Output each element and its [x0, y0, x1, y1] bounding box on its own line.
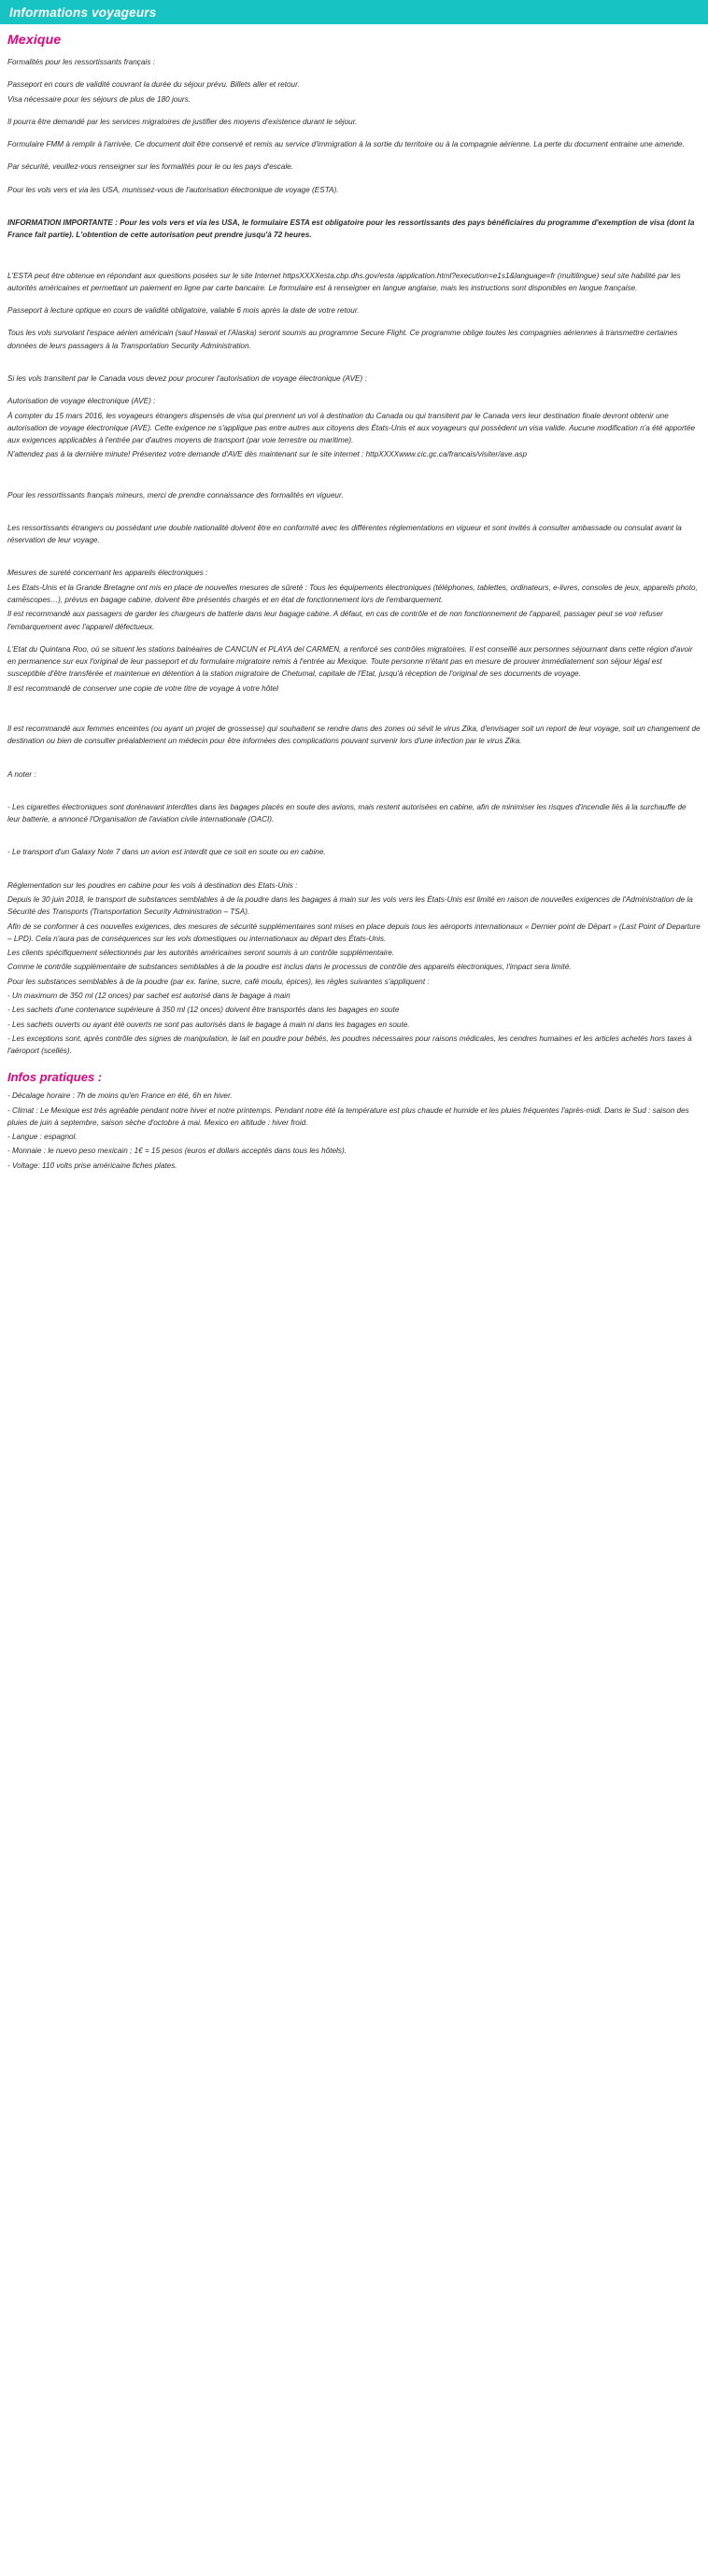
infos-pratiques-list: [7, 1090, 701, 1172]
document-paragraph: Pour les substances semblables à de la poudre (par ex. farine, sucre, café moulu, épices), les règles suivantes s'appliquent :: [7, 977, 430, 986]
infos-pratiques-item: - Décalage horaire : 7h de moins qu'en France en été, 6h en hiver.: [7, 1091, 233, 1101]
infos-pratiques-item: - Monnaie : le nuevo peso mexicain ; 1€ = 15 pesos (euros et dollars acceptés dans tous les hôtels).: [7, 1147, 347, 1156]
document-paragraph: L'ESTA peut être obtenue en répondant aux questions posées sur le site Internet httpsXXXXesta.cbp.dhs.gov/esta /application.html?execution=e1s1&language=fr (multilingue) seul site habilité par les autorités américaines et permettant un paiement en ligne par carte bancaire. Le formulaire est à renseigner en langue anglaise, mais les instructions sont disponibles en langue française.: [7, 271, 681, 292]
document-paragraph: - Les cigarettes électroniques sont dorénavant interdites dans les bagages placés en soute des avions, mais restent autorisées en cabine, afin de minimiser les risques d'incendie liés à la surchauffe de leur batterie, a annoncé l'Organisation de l'aviation civile internationale (OACI).: [7, 802, 687, 824]
document-paragraph: Depuis le 30 juin 2018, le transport de substances semblables à de la poudre dans les bagages à main sur les vols vers les États-Unis est limité en raison de nouvelles exigences de l'Administration de la Sécurité des Transports (Transportation Security Administration – TSA).: [7, 894, 693, 917]
document-paragraph: - Les sachets ouverts ou ayant été ouverts ne sont pas autorisés dans le bagage à main ni dans les bagages en soute.: [7, 1020, 410, 1029]
document-paragraph: Tous les vols survolant l'espace aérien américain (sauf Hawaii et l'Alaska) seront soumis au programme Secure Flight. Ce programme oblige toutes les compagnies aériennes à transmettre certaines données de leurs passagers à la Transportation Security Administration.: [7, 329, 678, 350]
document-paragraph: Passeport en cours de validité couvrant la durée du séjour prévu. Billets aller et retour.: [7, 80, 300, 90]
document-paragraph: Il est recommandé aux femmes enceintes (ou ayant un projet de grossesse) qui souhaitent se rendre dans des zones où sévit le virus Zika, d'envisager soit un report de leur voyage, soit un changement de destination ou bien de consulter préalablement un médecin pour être informées des complications pouvant survenir lors d'une infection par le virus Zika.: [7, 725, 701, 746]
document-paragraph: N'attendez pas à la dernière minute! Présentez votre demande d'AVE dès maintenant sur le site internet : httpXXXXwww.cic.gc.ca/francais/visiter/ave.asp: [7, 450, 528, 459]
document-paragraph: A noter :: [7, 769, 36, 779]
document-paragraph: Les Etats-Unis et la Grande Bretagne ont mis en place de nouvelles mesures de sûreté : Tous les équipements électroniques (téléphones, tablettes, ordinateurs, e-livres, consoles de jeux, appareils photo, caméscopes…), prévus en bagage cabine, doivent être présentés chargés et en état de fonctionnement lors de l'embarquement.: [7, 583, 698, 605]
document-paragraph: INFORMATION IMPORTANTE : Pour les vols vers et via les USA, le formulaire ESTA est obligatoire pour les ressortissants des pays bénéficiaires du programme d'exemption de visa (dont la France fait partie). L'obtention de cette autorisation peut prendre jusqu'à 72 heures.: [7, 218, 695, 240]
document-paragraph: - Les exceptions sont, après contrôle des signes de manipulation, le lait en poudre pour bébés, les poudres nécessaires pour raisons médicales, les cendres humaines et les articles achetés hors taxes à l'aéroport (scellés).: [7, 1034, 692, 1056]
document-paragraph: - Un maximum de 350 ml (12 onces) par sachet est autorisé dans le bagage à main: [7, 991, 290, 1000]
document-paragraph: Réglementation sur les poudres en cabine pour les vols à destination des Etats-Unis :: [7, 880, 298, 890]
infos-pratiques-item: - Voltage: 110 volts prise américaine fiches plates.: [7, 1161, 177, 1170]
document-paragraph: Passeport à lecture optique en cours de validité obligatoire, valable 6 mois après la date de votre retour.: [7, 306, 360, 316]
document-paragraph: Formalités pour les ressortissants français :: [7, 58, 155, 66]
document-paragraph: À compter du 15 mars 2016, les voyageurs étrangers dispensés de visa qui prennent un vol à destination du Canada ou qui transitent par le Canada vers leur destination finale devront obtenir une autorisation de voyage électronique (AVE). Cette exigence ne s'applique pas entre autres aux citoyens des États-Unis et aux voyageurs qui possèdent un visa valide. Aucune modification n'a été apportée aux exigences applicables à l'entrée par d'autres moyens de transport (par voie terrestre ou maritime).: [7, 411, 696, 445]
document-paragraph: Les clients spécifiquement sélectionnés par les autorités américaines seront soumis à un contrôle supplémentaire.: [7, 949, 395, 958]
document-paragraph: Pour les ressortissants français mineurs, merci de prendre connaissance des formalités en vigueur.: [7, 490, 344, 500]
document-paragraph: Afin de se conformer à ces nouvelles exigences, des mesures de sécurité supplémentaires sont mises en place depuis tous les aéroports internationaux « Dernier point de Départ » (Last Point of Departure – LPD). Cela n'aura pas de conséquences sur les vols domestiques ou internationaux au départ des États-Unis.: [7, 922, 701, 943]
document-paragraph: Les ressortissants étrangers ou possédant une double nationalité doivent être en conformité avec les différentes réglementations en vigueur et sont invités à consulter ambassade ou consulat avant la réservation de leur voyage.: [7, 523, 682, 545]
paragraph-list: [7, 56, 701, 1057]
document-paragraph: - Le transport d'un Galaxy Note 7 dans un avion est interdit que ce soit en soute ou en cabine.: [7, 848, 326, 857]
document-paragraph: Pour les vols vers et via les USA, munissez-vous de l'autorisation électronique de voyage (ESTA).: [7, 185, 339, 194]
travel-info-document: [0, 0, 708, 1183]
document-paragraph: Mesures de sureté concernant les appareils électroniques :: [7, 569, 208, 578]
document-paragraph: Autorisation de voyage électronique (AVE) :: [7, 397, 156, 406]
destination-title: Mexique: [7, 32, 62, 47]
page-title: Informations voyageurs: [9, 5, 157, 20]
document-paragraph: Par sécurité, veuillez-vous renseigner sur les formalités pour le ou les pays d'escale.: [7, 162, 294, 172]
document-paragraph: L'Etat du Quintana Roo, où se situent les stations balnéaires de CANCUN et PLAYA del CARMEN, a renforcé ses contrôles migratoires. Il est conseillé aux personnes séjournant dans cette région d'avoir en permanence sur eux l'original de leur passeport et du formulaire migratoire remis à l'entrée au Mexique. Toute personne n'étant pas en mesure de prouver immédiatement son séjour légal est susceptible d'être transférée et maintenue en détention à la station migratoire de Chetumal, capitale de l'Etat, jusqu'à réception de l'original de ses documents de voyage.: [7, 644, 693, 679]
document-paragraph: - Les sachets d'une contenance supérieure à 350 ml (12 onces) doivent être transportés dans les bagages en soute: [7, 1006, 400, 1015]
document-header: [0, 0, 708, 24]
document-paragraph: Comme le contrôle supplémentaire de substances semblables à de la poudre est inclus dans le processus de contrôle des appareils électroniques, l'impact sera limité.: [7, 963, 572, 972]
document-paragraph: Il pourra être demandé par les services migratoires de justifier des moyens d'existence durant le séjour.: [7, 117, 358, 126]
document-paragraph: Visa nécessaire pour les séjours de plus de 180 jours.: [7, 94, 191, 104]
infos-pratiques-title: Infos pratiques :: [7, 1070, 103, 1085]
document-body: [0, 24, 708, 1172]
document-paragraph: Il est recommandé aux passagers de garder les chargeurs de batterie dans leur bagage cabine. A défaut, en cas de contrôle et de non fonctionnement de l'appareil, passager peut se voir refuser l'embarquement avec l'appareil défectueux.: [7, 610, 663, 631]
document-paragraph: Il est recommandé de conserver une copie de votre titre de voyage à votre hôtel: [7, 683, 278, 693]
infos-pratiques-item: - Climat : Le Mexique est très agréable pendant notre hiver et notre printemps. Pendant notre été la température est plus chaude et humide et les pluies fréquentes l'après-midi. Dans le Sud : saison des pluies de juin à septembre, saison sèche d'octobre à mai. Mexico en altitude : hiver froid.: [7, 1105, 689, 1127]
document-paragraph: Formulaire FMM à remplir à l'arrivée. Ce document doit être conservé et remis au service d'immigration à la sortie du territoire ou à la compagnie aérienne. La perte du document entraine une amende.: [7, 140, 685, 149]
document-paragraph: Si les vols transitent par le Canada vous devez pour procurer l'autorisation de voyage électronique (AVE) :: [7, 373, 367, 383]
infos-pratiques-item: - Langue : espagnol.: [7, 1133, 78, 1142]
